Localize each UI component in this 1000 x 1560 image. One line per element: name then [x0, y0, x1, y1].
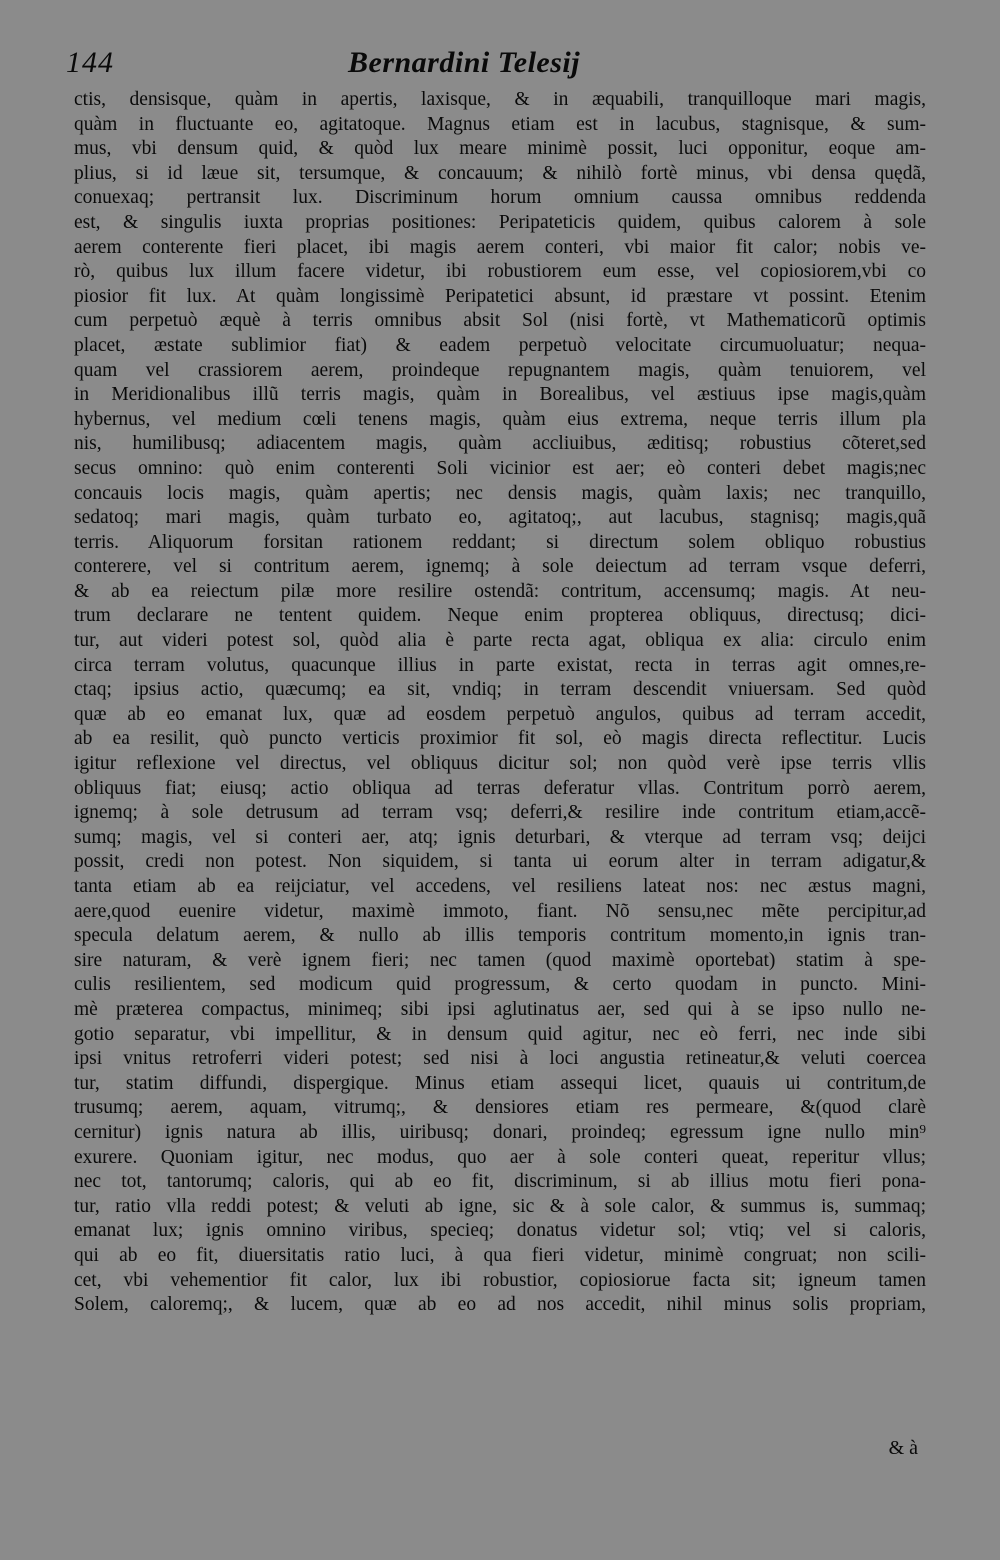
text-line: ignemq; à sole detrusum ad terram vsq; deferri,& resilire inde contritum etiam,accẽ-: [74, 802, 926, 824]
text-line: aerem conterente fieri placet, ibi magis aerem conteri, vbi maior fit calor; nobis ve-: [74, 236, 926, 258]
text-line: culis resilientem, sed modicum quid progressum, & certo quodam in puncto. Mini-: [74, 974, 926, 996]
text-line: obliquus fiat; eiusq; actio obliqua ad terras deferatur vllas. Contritum porrò aerem,: [74, 777, 926, 799]
text-line: mus, vbi densum quid, & quòd lux meare minimè possit, luci opponitur, eoque am-: [74, 138, 926, 160]
text-line: placet, æstate sublimior fiat) & eadem perpetuò velocitate circumuoluatur; nequa-: [74, 334, 926, 356]
text-line: circa terram volutus, quacunque illius in parte existat, recta in terras agit omnes,re-: [74, 654, 926, 676]
text-line: rò, quibus lux illum facere videtur, ibi robustiorem eum esse, vel copiosiorem,vbi co: [74, 261, 926, 283]
text-line: secus omnino: quò enim conterenti Soli vicinior est aer; eò conteri debet magis;nec: [74, 457, 926, 479]
page-header: [66, 46, 934, 90]
text-line: aere,quod euenire videtur, maximè immoto, fiant. Nõ sensu,nec mẽte percipitur,ad: [74, 900, 926, 922]
text-line: concauis locis magis, quàm apertis; nec densis magis, quàm laxis; nec tranquillo,: [74, 482, 926, 504]
text-line: gotio separatur, vbi impellitur, & in densum quid agitur, nec eò ferri, nec inde sibi: [74, 1023, 926, 1045]
text-line: ipsi vnitus retroferri videri potest; sed nisi à loci angustia retineatur,& veluti coercea: [74, 1048, 926, 1070]
text-line: conuexaq; pertransit lux. Discriminum horum omnium caussa omnibus reddenda: [74, 187, 926, 209]
text-line: possit, credi non potest. Non siquidem, si tanta ui eorum alter in terram adigatur,&: [74, 851, 926, 873]
text-line: nec tot, tantorumq; caloris, qui ab eo fit, discriminum, si ab illius motu fieri pona-: [74, 1171, 926, 1193]
text-line: quæ ab eo emanat lux, quæ ad eosdem perpetuò angulos, quibus ad terram accedit,: [74, 703, 926, 725]
text-line: hybernus, vel medium cœli tenens magis, quàm eius extrema, neque terris illum pla: [74, 408, 926, 430]
text-line: quàm in fluctuante eo, agitatoque. Magnus etiam est in lacubus, stagnisque, & sum-: [74, 113, 926, 135]
text-line: est, & singulis iuxta proprias positiones: Peripateticis quidem, quibus calorem à sole: [74, 211, 926, 233]
text-line: emanat lux; ignis omnino viribus, specieq; donatus videtur sol; vtiq; vel si caloris,: [74, 1220, 926, 1242]
text-line: quam vel crassiorem aerem, proindeque repugnantem magis, quàm tenuiorem, vel: [74, 359, 926, 381]
text-line: cernitur) ignis natura ab illis, uiribusq; donari, proindeq; egressum igne nullo min⁹: [74, 1121, 926, 1143]
text-line: & ab ea reiectum pilæ more resilire ostendã: contritum, accensumq; magis. At neu-: [74, 580, 926, 602]
text-line: specula delatum aerem, & nullo ab illis temporis contritum momento,in ignis tran-: [74, 925, 926, 947]
text-line: trum declarare ne tentent quidem. Neque enim propterea obliquus, directusq; dici-: [74, 605, 926, 627]
text-line: conterere, vel si contritum aerem, ignemq; à sole deiectum ad terram vsque deferri,: [74, 556, 926, 578]
text-line: plius, si id læue sit, tersumque, & concauum; & nihilò fortè minus, vbi densa quędã,: [74, 162, 926, 184]
text-line: igitur reflexione vel directus, vel obliquus dicitur sol; non quòd verè ipse terris vllis: [74, 753, 926, 775]
page-number: 144: [66, 46, 114, 79]
text-line: tanta etiam ab ea reijciatur, vel accedens, vel resiliens lateat nos: nec æstus magni,: [74, 876, 926, 897]
text-line: trusumq; aerem, aquam, vitrumq;, & densiores etiam res permeare, &(quod clarè: [74, 1097, 926, 1119]
text-line: exurere. Quoniam igitur, nec modus, quo aer à sole conteri queat, reperitur vllus;: [74, 1146, 926, 1168]
text-line: cum perpetuò æquè à terris omnibus absit Sol (nisi fortè, vt Mathematicorũ optimis: [74, 310, 926, 332]
text-line: sedatoq; mari magis, quàm turbato eo, agitatoq;, aut lacubus, stagnisq; magis,quã: [74, 507, 926, 529]
text-line: tur, aut videri potest sol, quòd alia è parte recta agat, obliqua ex alia: circulo enim: [74, 630, 926, 652]
running-title: Bernardini Telesij: [348, 46, 581, 79]
text-line: ab ea resilit, quò puncto verticis proximior fit sol, eò magis directa reflectitur. Lucis: [74, 728, 926, 750]
text-line: terris. Aliquorum forsitan rationem reddant; si directum solem obliquo robustius: [74, 531, 926, 553]
text-line: piosior fit lux. At quàm longissimè Peripatetici absunt, id præstare vt possint. Etenim: [74, 285, 926, 307]
catchword: & à: [888, 1437, 918, 1459]
text-line: cet, vbi vehementior fit calor, lux ibi robustior, copiosiorue facta sit; igneum tamen: [74, 1269, 926, 1291]
text-line: qui ab eo fit, diuersitatis ratio luci, à qua fieri videtur, minimè congruat; non scili-: [74, 1244, 926, 1266]
text-line: sumq; magis, vel si conteri aer, atq; ignis deturbari, & vterque ad terram vsq; deijci: [74, 826, 926, 848]
text-line: in Meridionalibus illũ terris magis, quàm in Borealibus, vel æstiuus ipse magis,quàm: [74, 384, 926, 406]
text-line: tur, ratio vlla reddi potest; & veluti ab igne, sic & à sole calor, & summus is, summaq;: [74, 1195, 926, 1217]
text-line: ctaq; ipsius actio, quæcumq; ea sit, vndiq; in terram descendit vniuersam. Sed quòd: [74, 679, 926, 701]
text-line: nis, humilibusq; adiacentem magis, quàm accliuibus, æditisq; robustius cõteret,sed: [74, 433, 926, 455]
text-line: Solem, caloremq;, & lucem, quæ ab eo ad nos accedit, nihil minus solis propriam,: [74, 1294, 926, 1316]
text-line: sire naturam, & verè ignem fieri; nec tamen (quod maximè oportebat) statim à spe-: [74, 949, 926, 971]
text-line: ctis, densisque, quàm in apertis, laxisque, & in æquabili, tranquilloque mari magis,: [74, 89, 926, 110]
text-line: mè præterea compactus, minimeq; sibi ipsi aglutinatus aer, sed qui à se ipso nullo ne-: [74, 998, 926, 1020]
text-line: tur, statim diffundi, dispergique. Minus etiam assequi licet, quauis ui contritum,de: [74, 1072, 926, 1094]
body-text: [74, 88, 926, 1318]
